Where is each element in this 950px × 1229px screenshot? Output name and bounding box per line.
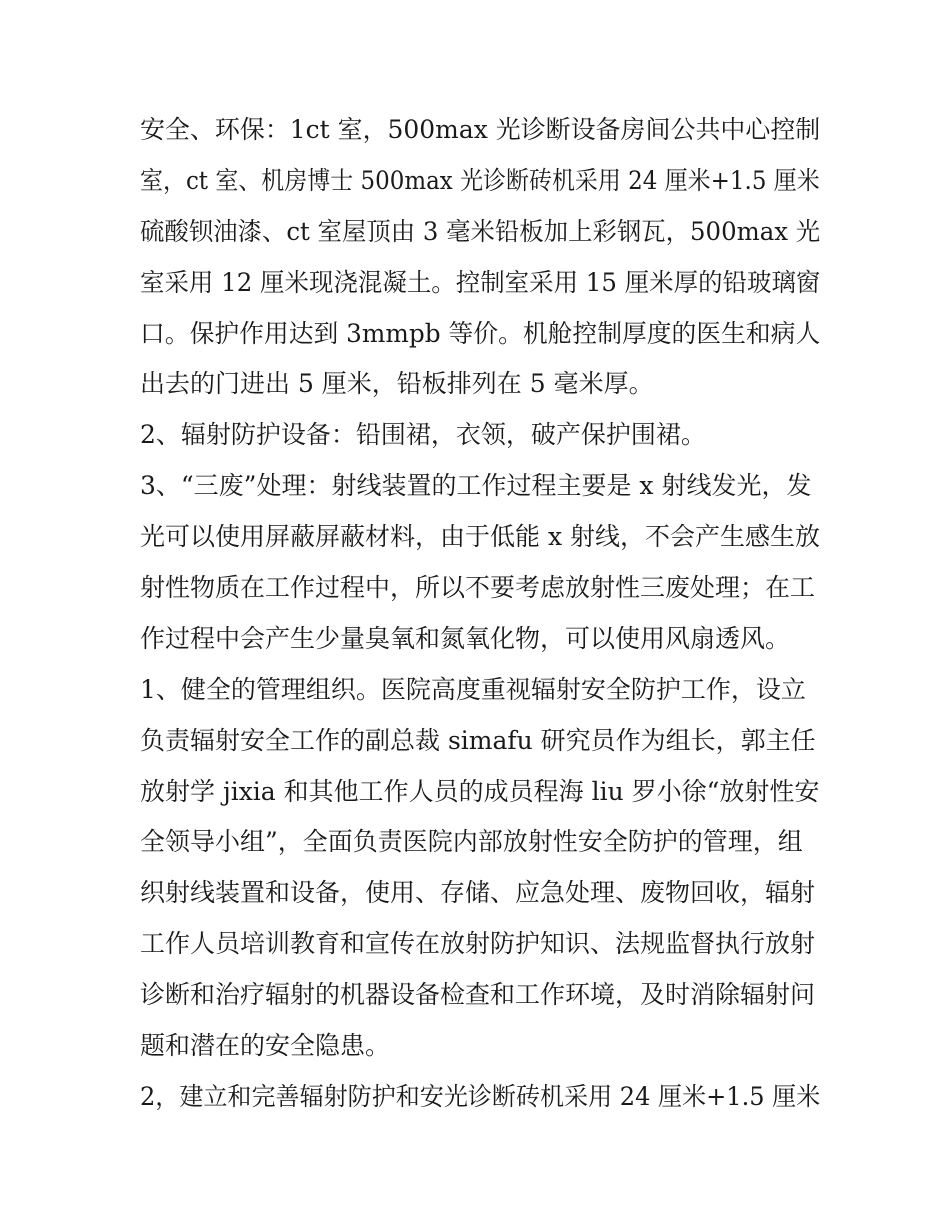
text-line: 1、健全的管理组织。医院高度重视辐射安全防护工作，设立	[140, 674, 806, 704]
text-line: 硫酸钡油漆、ct 室屋顶由 3 毫米铅板加上彩钢瓦，500max 光	[140, 216, 821, 246]
text-line: 负责辐射安全工作的副总裁 simafu 研究员作为组长，郭主任	[140, 725, 816, 755]
text-line: 工作人员培训教育和宣传在放射防护知识、法规监督执行放射	[140, 929, 816, 959]
text-line: 室，ct 室、机房博士 500max 光诊断砖机采用 24 厘米+1.5 厘米	[140, 165, 820, 195]
text-line: 织射线装置和设备，使用、存储、应急处理、废物回收，辐射	[140, 878, 816, 908]
text-line: 口。保护作用达到 3mmpb 等价。机舱控制厚度的医生和病人	[140, 318, 821, 348]
text-line: 射性物质在工作过程中，所以不要考虑放射性三废处理；在工	[140, 573, 816, 603]
text-line: 放射学 jixia 和其他工作人员的成员程海 liu 罗小徐“放射性安	[140, 776, 820, 806]
text-line: 作过程中会产生少量臭氧和氮氧化物，可以使用风扇透风。	[140, 623, 791, 653]
text-line: 光可以使用屏蔽屏蔽材料，由于低能 x 射线，不会产生感生放	[140, 522, 820, 552]
text-line: 2，建立和完善辐射防护和安光诊断砖机采用 24 厘米+1.5 厘米	[140, 1081, 821, 1111]
text-line: 全领导小组”，全面负责医院内部放射性安全防护的管理，组	[140, 827, 803, 857]
text-line: 3、“三废”处理：射线装置的工作过程主要是 x 射线发光，发	[140, 471, 812, 501]
text-line: 室采用 12 厘米现浇混凝土。控制室采用 15 厘米厚的铅玻璃窗	[140, 267, 821, 297]
text-line: 安全、环保：1ct 室，500max 光诊断设备房间公共中心控制	[140, 115, 821, 144]
body-text	[140, 108, 820, 1126]
text-line: 2、辐射防护设备：铅围裙，衣领，破产保护围裙。	[140, 420, 706, 450]
text-line: 诊断和治疗辐射的机器设备检查和工作环境，及时消除辐射问	[140, 980, 816, 1010]
text-line: 题和潜在的安全隐患。	[140, 1031, 391, 1061]
text-line: 出去的门进出 5 厘米，铅板排列在 5 毫米厚。	[140, 369, 654, 399]
